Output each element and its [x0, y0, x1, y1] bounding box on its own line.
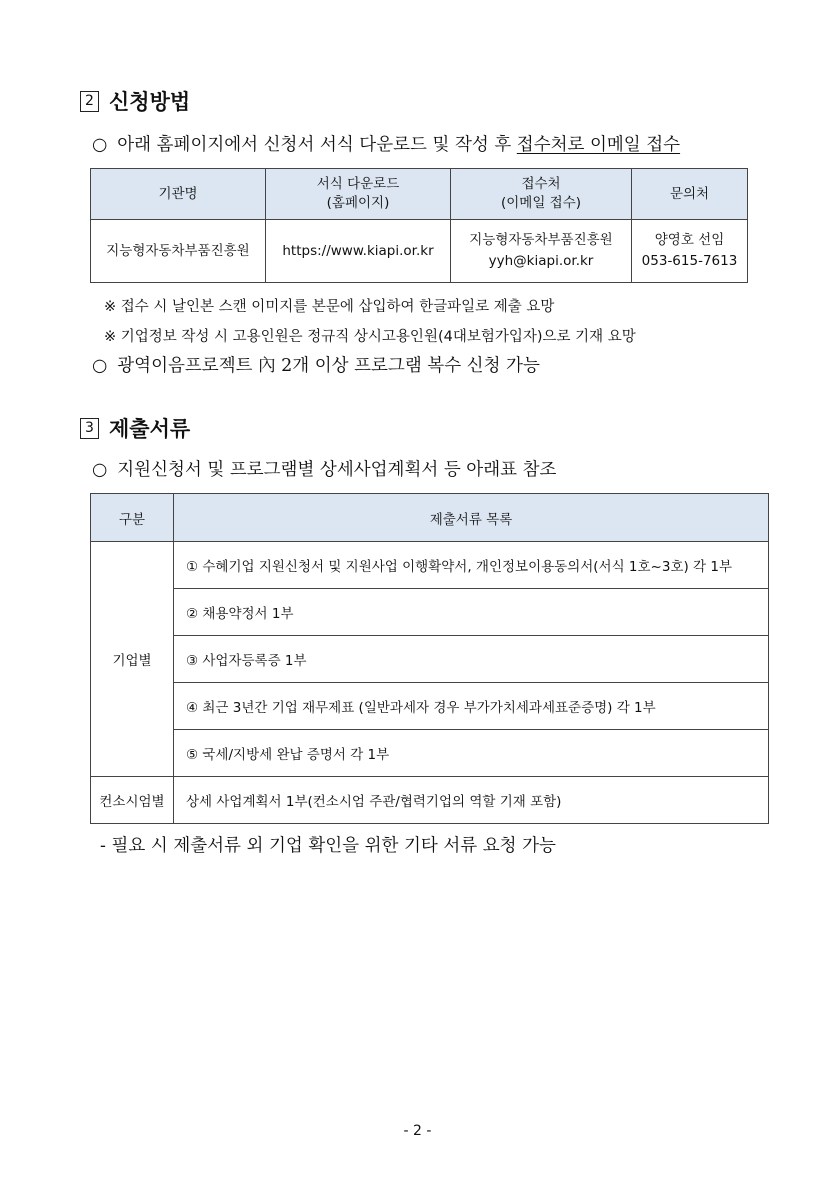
- section-2-line-2: [92, 352, 540, 377]
- header-download: [266, 169, 451, 220]
- section-2-line-1-text: 아래 홈페이지에서 신청서 서식 다운로드 및 작성 후: [117, 135, 517, 155]
- header-contact-text: 문의처: [669, 185, 710, 202]
- cell-category-consortium: 컨소시엄별: [91, 777, 174, 824]
- header-download-text: 서식 다운로드 (홈페이지): [316, 176, 400, 211]
- table-row: [91, 636, 769, 683]
- cell-org: 지능형자동차부품진흥원: [91, 220, 266, 283]
- table-row: [91, 683, 769, 730]
- header-doc-list: 제출서류 목록: [174, 494, 769, 542]
- cell-homepage-link[interactable]: https://www.kiapi.or.kr: [266, 220, 451, 283]
- section-3-number: 3: [80, 418, 99, 439]
- table-row: [91, 730, 769, 777]
- header-org: [91, 169, 266, 220]
- cell-submit-email[interactable]: 지능형자동차부품진흥원 yyh@kiapi.or.kr: [451, 220, 632, 283]
- section-2-heading: [80, 86, 190, 116]
- application-info-table: [90, 168, 748, 283]
- bullet-circle: ○: [92, 356, 108, 376]
- doc-item-4: ④ 최근 3년간 기업 재무제표 (일반과세자 경우 부가가치세과세표준증명) 각 1부: [174, 683, 769, 730]
- section-3-heading: [80, 413, 190, 443]
- section-2-line-2-text: 광역이음프로젝트 內 2개 이상 프로그램 복수 신청 가능: [117, 356, 540, 376]
- doc-item-5: ⑤ 국세/지방세 완납 증명서 각 1부: [174, 730, 769, 777]
- cell-category-company: 기업별: [91, 542, 174, 777]
- table-header-row: [91, 169, 748, 220]
- header-submit-text: 접수처 (이메일 접수): [500, 176, 582, 211]
- cell-contact: 양영호 선임 053-615-7613: [632, 220, 748, 283]
- bullet-circle: ○: [92, 460, 108, 480]
- section-2-title: 신청방법: [109, 90, 191, 114]
- section-3-line-1: [92, 456, 556, 481]
- table-header-row: [91, 494, 769, 542]
- documents-table: [90, 493, 769, 824]
- section-3-line-1-text: 지원신청서 및 프로그램별 상세사업계획서 등 아래표 참조: [117, 460, 557, 480]
- header-submit: [451, 169, 632, 220]
- section-3-note: - 필요 시 제출서류 외 기업 확인을 위한 기타 서류 요청 가능: [100, 836, 556, 856]
- section-2-line-1-underlined: 접수처로 이메일 접수: [516, 135, 681, 155]
- table-row: [91, 777, 769, 824]
- header-contact: [632, 169, 748, 220]
- doc-item-2: ② 채용약정서 1부: [174, 589, 769, 636]
- doc-item-3: ③ 사업자등록증 1부: [174, 636, 769, 683]
- table-row: [91, 542, 769, 589]
- doc-item-1: ① 수혜기업 지원신청서 및 지원사업 이행확약서, 개인정보이용동의서(서식 1호~3호) 각 1부: [174, 542, 769, 589]
- header-category: 구분: [91, 494, 174, 542]
- table-row: [91, 220, 748, 283]
- header-org-text: 기관명: [158, 185, 198, 202]
- bullet-circle: ○: [92, 135, 108, 155]
- section-2-number: 2: [80, 91, 99, 112]
- section-2-line-1: [92, 131, 680, 156]
- table-row: [91, 589, 769, 636]
- page-number: - 2 -: [403, 1123, 432, 1139]
- note-2: ※ 기업정보 작성 시 고용인원은 정규직 상시고용인원(4대보험가입자)으로 기재 요망: [104, 329, 636, 345]
- doc-item-consortium: 상세 사업계획서 1부(컨소시엄 주관/협력기업의 역할 기재 포함): [174, 777, 769, 824]
- section-3-title: 제출서류: [109, 417, 191, 441]
- note-1: ※ 접수 시 날인본 스캔 이미지를 본문에 삽입하여 한글파일로 제출 요망: [104, 299, 555, 315]
